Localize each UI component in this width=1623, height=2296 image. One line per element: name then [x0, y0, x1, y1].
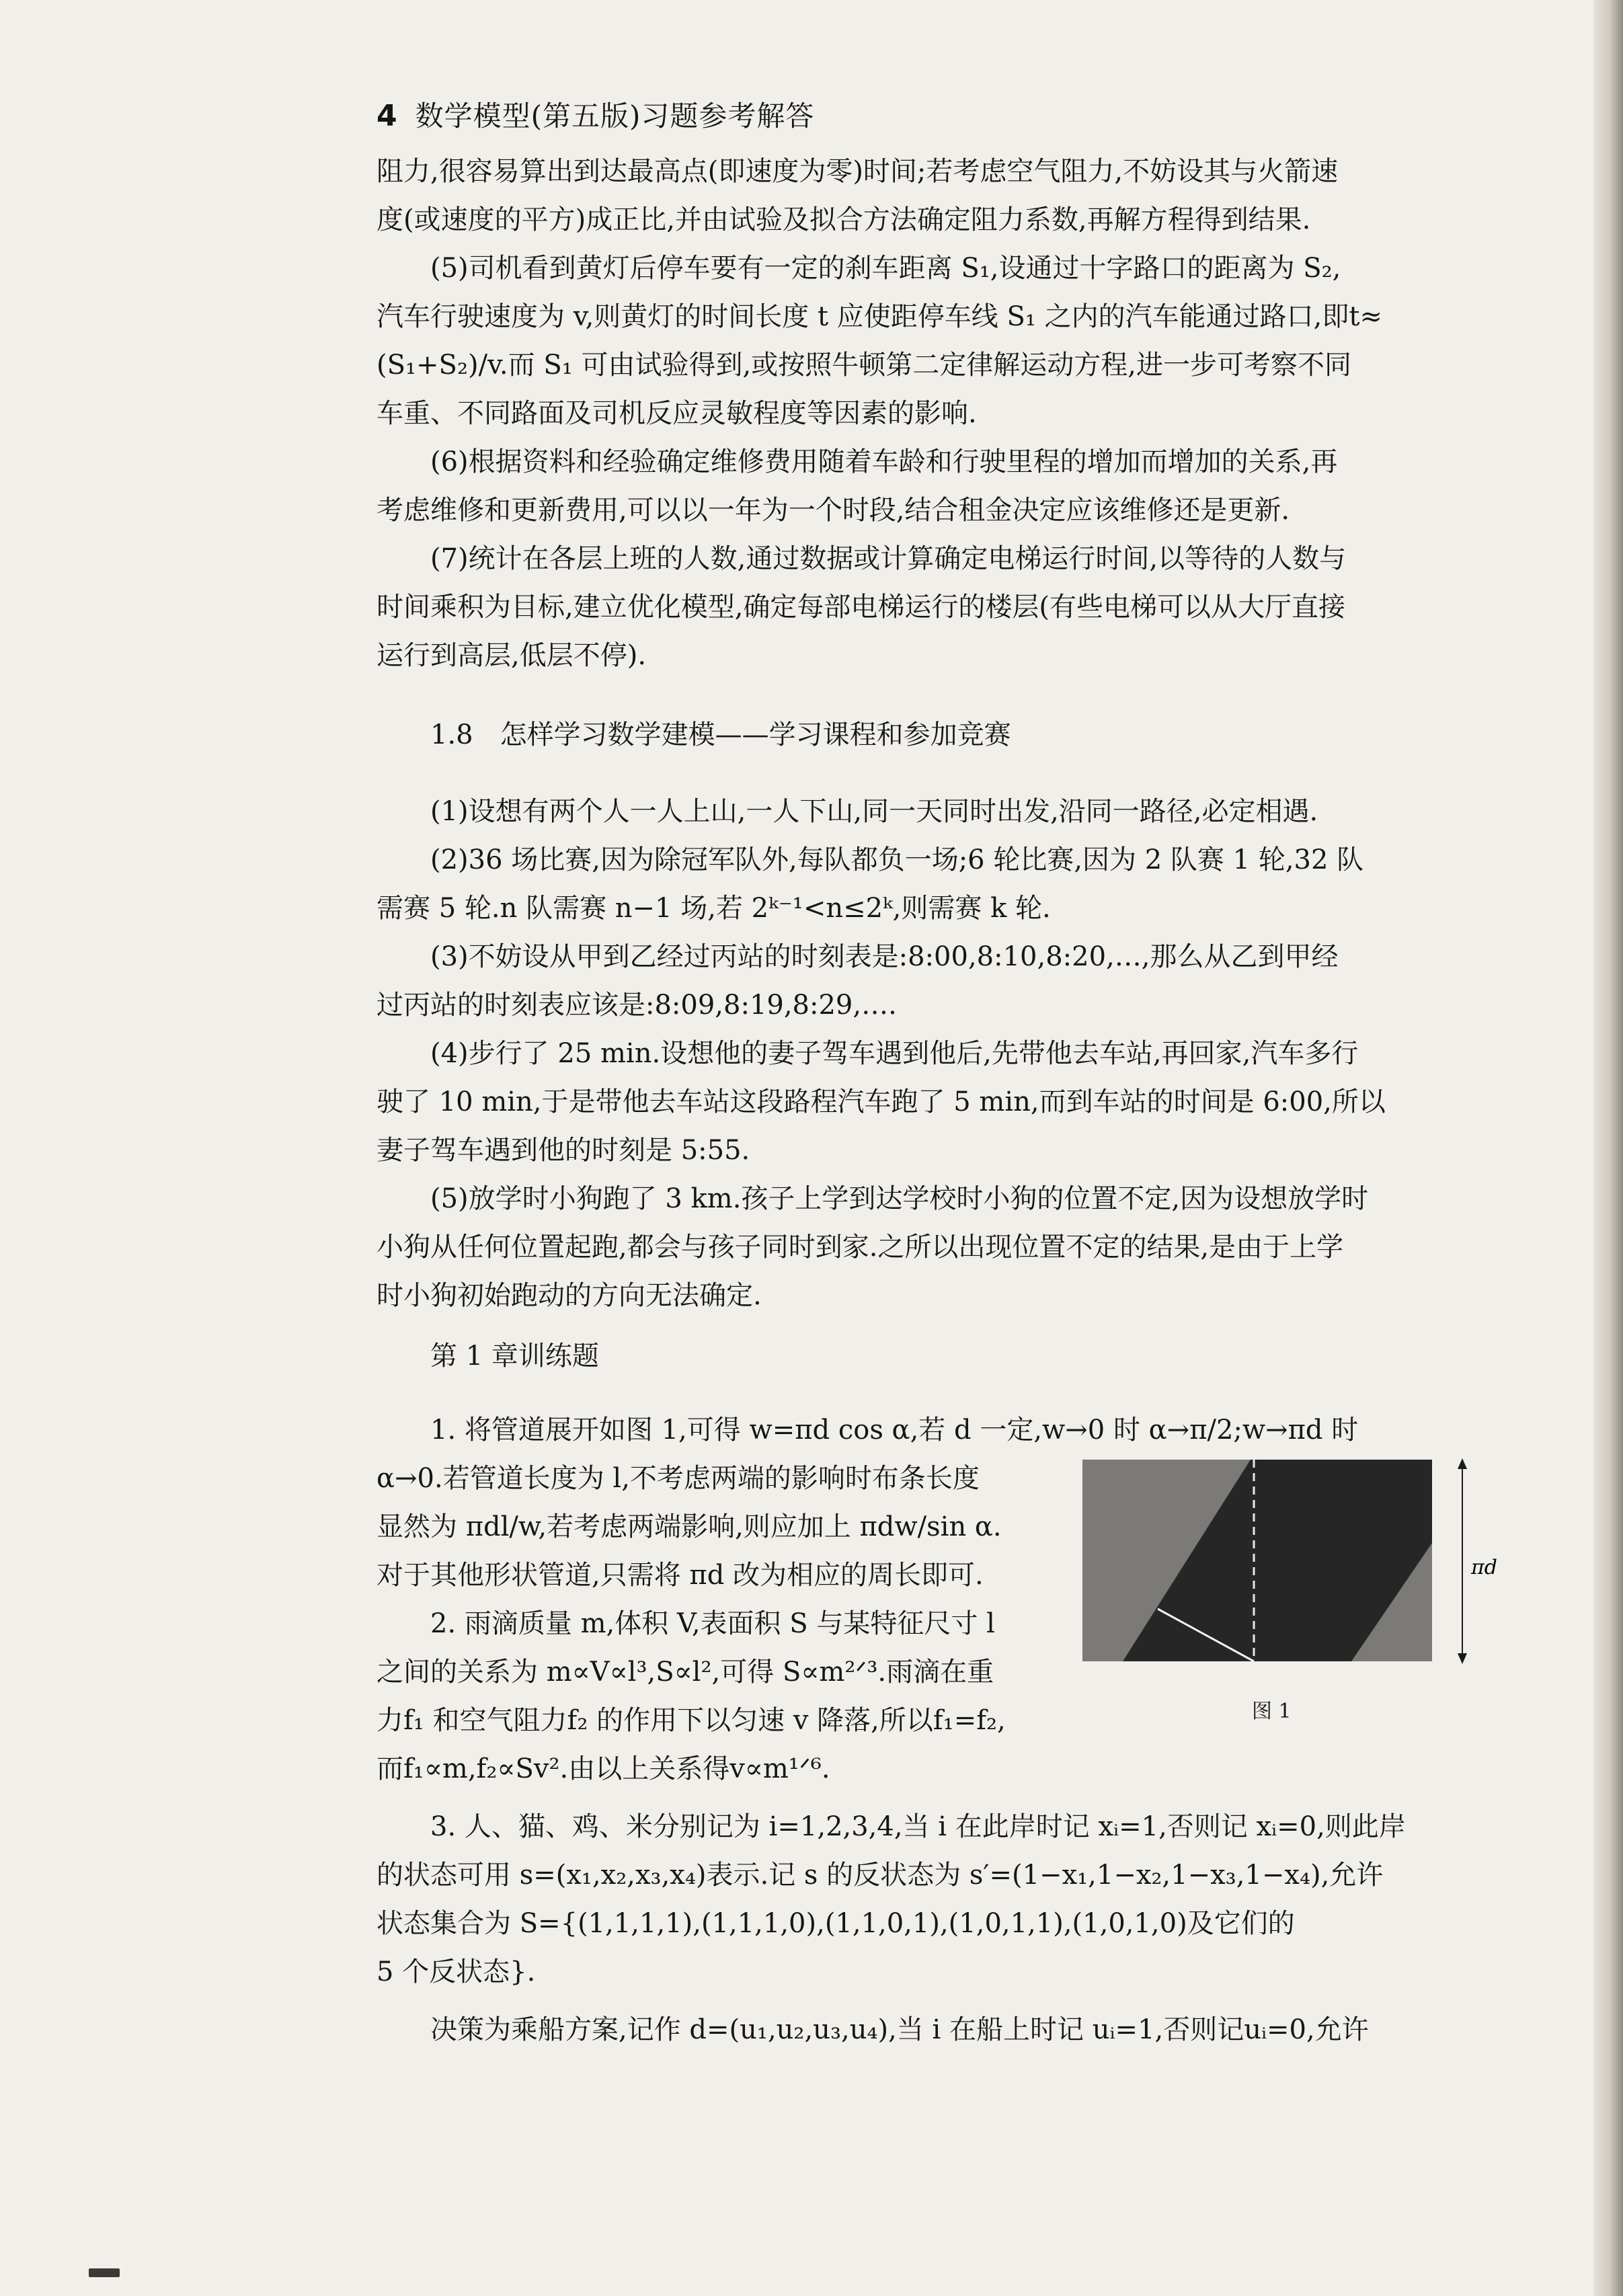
- text-line: 而f₁∝m,f₂∝Sv².由以上关系得v∝m¹ᐟ⁶.: [377, 1753, 830, 1784]
- text-line: 3. 人、猫、鸡、米分别记为 i=1,2,3,4,当 i 在此岸时记 xᵢ=1,否则记 xᵢ=0,则此岸: [430, 1811, 1406, 1842]
- running-header: [377, 94, 814, 134]
- text-line: 小狗从任何位置起跑,都会与孩子同时到家.之所以出现位置不定的结果,是由于上学: [377, 1232, 1344, 1263]
- arrow-down-icon: [1458, 1653, 1467, 1664]
- text-line: 对于其他形状管道,只需将 πd 改为相应的周长即可.: [377, 1560, 984, 1591]
- text-line: 时小狗初始跑动的方向无法确定.: [377, 1280, 762, 1311]
- text-line: 的状态可用 s=(x₁,x₂,x₃,x₄)表示.记 s 的反状态为 s′=(1−x₁,1−x₂,1−x₃,1−x₄),允许: [377, 1860, 1384, 1891]
- text-line: (5)放学时小狗跑了 3 km.孩子上学到达学校时小狗的位置不定,因为设想放学时: [430, 1183, 1369, 1214]
- text-line: 5 个反状态}.: [377, 1956, 536, 1987]
- text-line: 需赛 5 轮.n 队需赛 n−1 场,若 2ᵏ⁻¹<n≤2ᵏ,则需赛 k 轮.: [377, 893, 1051, 924]
- figure-1-drawing: [1082, 1456, 1506, 1671]
- text-line: 显然为 πdl/w,若考虑两端影响,则应加上 πdw/sin α.: [377, 1511, 1002, 1542]
- text-line: (1)设想有两个人一人上山,一人下山,同一天同时出发,沿同一路径,必定相遇.: [430, 796, 1318, 827]
- text-line: 决策为乘船方案,记作 d=(u₁,u₂,u₃,u₄),当 i 在船上时记 uᵢ=1,否则记uᵢ=0,允许: [430, 2014, 1369, 2045]
- text-line: 过丙站的时刻表应该是:8:09,8:19,8:29,….: [377, 990, 897, 1021]
- figure-1-pipe-unrolled: [1082, 1456, 1506, 1671]
- text-line: 汽车行驶速度为 v,则黄灯的时间长度 t 应使距停车线 S₁ 之内的汽车能通过路口,即t≈: [377, 301, 1382, 332]
- text-line: 车重、不同路面及司机反应灵敏程度等因素的影响.: [377, 398, 977, 429]
- text-line: (5)司机看到黄灯后停车要有一定的刹车距离 S₁,设通过十字路口的距离为 S₂,: [430, 253, 1341, 284]
- text-line: (2)36 场比赛,因为除冠军队外,每队都负一场;6 轮比赛,因为 2 队赛 1 轮,32 队: [430, 844, 1364, 875]
- text-line: (6)根据资料和经验确定维修费用随着车龄和行驶里程的增加而增加的关系,再: [430, 446, 1338, 477]
- text-line: (7)统计在各层上班的人数,通过数据或计算确定电梯运行时间,以等待的人数与: [430, 543, 1347, 574]
- text-line: 之间的关系为 m∝V∝l³,S∝l²,可得 S∝m²ᐟ³.雨滴在重: [377, 1657, 994, 1688]
- text-line: 考虑维修和更新费用,可以以一年为一个时段,结合租金决定应该维修还是更新.: [377, 495, 1290, 526]
- chapter-exercises-heading: 第 1 章训练题: [430, 1341, 599, 1372]
- pi-d-label: πd: [1471, 1556, 1497, 1579]
- scan-mark: [89, 2268, 120, 2277]
- text-line: (3)不妨设从甲到乙经过丙站的时刻表是:8:00,8:10,8:20,…,那么从乙到甲经: [430, 941, 1339, 972]
- text-line: 力f₁ 和空气阻力f₂ 的作用下以匀速 v 降落,所以f₁=f₂,: [377, 1705, 1006, 1736]
- text-line: 运行到高层,低层不停).: [377, 640, 647, 671]
- text-line: 2. 雨滴质量 m,体积 V,表面积 S 与某特征尺寸 l: [430, 1608, 995, 1639]
- text-line: 时间乘积为目标,建立优化模型,确定每部电梯运行的楼层(有些电梯可以从大厅直接: [377, 592, 1346, 623]
- figure-caption: 图 1: [1252, 1700, 1292, 1723]
- text-line: 阻力,很容易算出到达最高点(即速度为零)时间;若考虑空气阻力,不妨设其与火箭速: [377, 156, 1339, 187]
- page-number: 4: [377, 99, 398, 133]
- text-line: (4)步行了 25 min.设想他的妻子驾车遇到他后,先带他去车站,再回家,汽车多行: [430, 1038, 1359, 1069]
- text-line: 驶了 10 min,于是带他去车站这段路程汽车跑了 5 min,而到车站的时间是 6:00,所以: [377, 1086, 1386, 1117]
- book-title: 数学模型(第五版)习题参考解答: [415, 100, 815, 132]
- section-heading: 1.8 怎样学习数学建模——学习课程和参加竞赛: [430, 719, 1011, 750]
- text-line: 度(或速度的平方)成正比,并由试验及拟合方法确定阻力系数,再解方程得到结果.: [377, 204, 1311, 235]
- arrow-up-icon: [1458, 1458, 1467, 1469]
- text-line: 状态集合为 S={(1,1,1,1),(1,1,1,0),(1,1,0,1),(1,0,1,1),(1,0,1,0)及它们的: [377, 1908, 1295, 1939]
- text-line: (S₁+S₂)/v.而 S₁ 可由试验得到,或按照牛顿第二定律解运动方程,进一步可考察不同: [377, 350, 1351, 381]
- text-line: 妻子驾车遇到他的时刻是 5:55.: [377, 1135, 750, 1166]
- page-edge-shadow: [1593, 0, 1623, 2296]
- text-line: α→0.若管道长度为 l,不考虑两端的影响时布条长度: [377, 1463, 980, 1494]
- text-line: 1. 将管道展开如图 1,可得 w=πd cos α,若 d 一定,w→0 时 α→π/2;w→πd 时: [430, 1415, 1359, 1446]
